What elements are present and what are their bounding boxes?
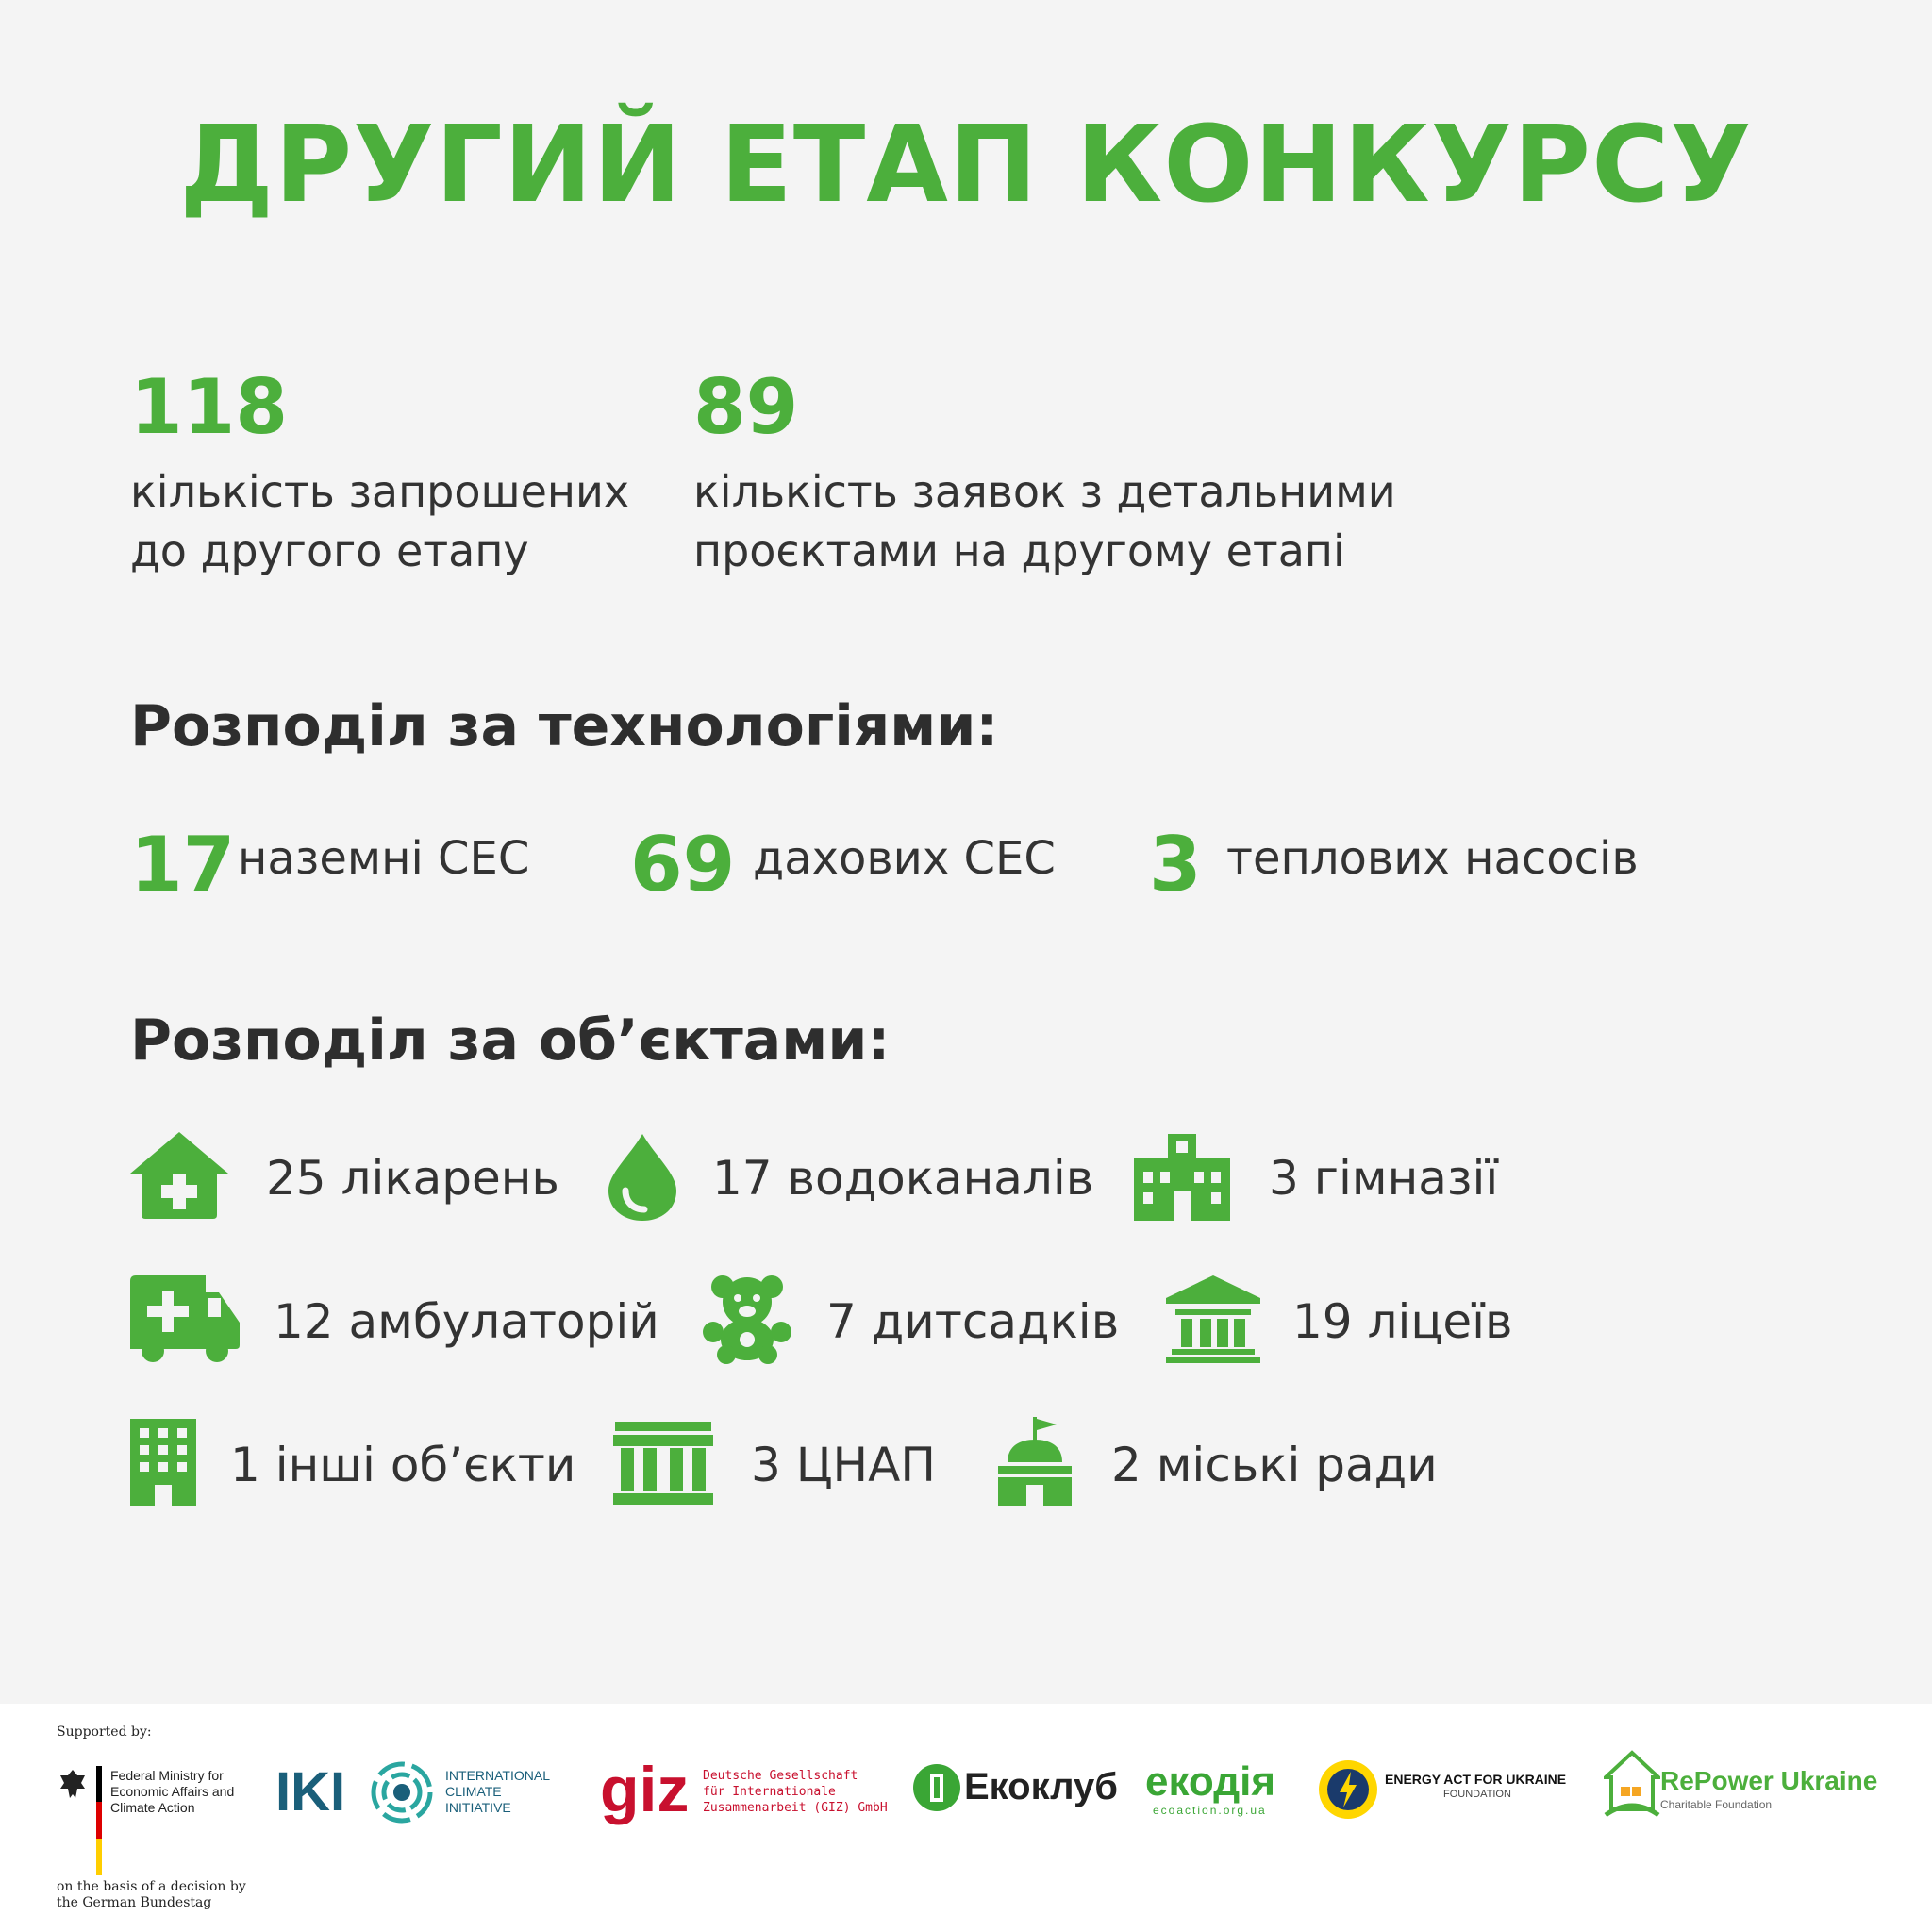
page-title: ДРУГИЙ ЕТАП КОНКУРСУ: [179, 104, 1753, 226]
object-kindergartens-label: 7 дитсадків: [826, 1294, 1120, 1349]
giz-logo: giz: [600, 1754, 690, 1825]
building-icon: [128, 1417, 198, 1507]
repower-house-icon: [1604, 1749, 1660, 1821]
ekodia-url: ecoaction.org.ua: [1153, 1804, 1267, 1817]
bundestag-basis-text: on the basis of a decision by the German Bundestag: [57, 1879, 246, 1910]
sun-lightning-icon: [1317, 1758, 1379, 1821]
invited-description-line2: до другого етапу: [130, 525, 529, 576]
teddy-bear-icon: [702, 1274, 792, 1364]
giz-text-line3: Zusammenarbeit (GIZ) GmbH: [703, 1801, 888, 1815]
ekodia-logo: екодія: [1145, 1758, 1276, 1805]
tech-roof-ses-count: 69: [630, 821, 736, 908]
eafu-logo: ENERGY ACT FOR UKRAINE: [1385, 1772, 1567, 1787]
city-hall-icon: [994, 1415, 1075, 1507]
iki-circle-icon: [370, 1760, 434, 1824]
iki-text-line2: CLIMATE: [445, 1784, 502, 1799]
object-gymnasiums-label: 3 гімназії: [1269, 1151, 1499, 1206]
invited-description: [130, 462, 629, 581]
german-flag-bar: [96, 1766, 102, 1875]
institution-icon: [1164, 1274, 1262, 1364]
invited-count: 118: [130, 363, 288, 451]
ekoklub-logo-icon: [911, 1762, 962, 1813]
german-eagle-icon: [58, 1768, 87, 1802]
hospital-icon: [128, 1130, 230, 1221]
object-lyceums-label: 19 ліцеїв: [1292, 1294, 1513, 1349]
school-icon: [1132, 1132, 1232, 1223]
iki-logo: IKI: [275, 1761, 346, 1823]
applications-description: [693, 462, 1396, 581]
giz-text-line2: für Internationale: [703, 1785, 836, 1799]
tech-heat-pump-label: теплових насосів: [1226, 832, 1639, 885]
iki-text: [445, 1768, 550, 1816]
tech-roof-ses-label: дахових СЕС: [753, 832, 1056, 885]
objects-heading: Розподіл за об’єктами:: [130, 1008, 891, 1074]
giz-text: [703, 1768, 888, 1816]
repower-logo: RePower Ukraine: [1660, 1766, 1878, 1795]
applications-description-line1: кількість заявок з детальними: [693, 466, 1396, 517]
invited-description-line1: кількість запрошених: [130, 466, 630, 517]
ekoklub-logo: Екоклуб: [964, 1766, 1118, 1807]
tech-ground-ses-label: наземні СЕС: [238, 832, 530, 885]
giz-text-line1: Deutsche Gesellschaft: [703, 1769, 858, 1783]
object-city-councils-label: 2 міські ради: [1111, 1438, 1438, 1492]
object-other-label: 1 інші об’єкти: [230, 1438, 576, 1492]
applications-count: 89: [693, 363, 799, 451]
tech-ground-ses-count: 17: [130, 821, 236, 908]
applications-description-line2: проєктами на другому етапі: [693, 525, 1345, 576]
object-cnap-label: 3 ЦНАП: [751, 1438, 936, 1492]
iki-text-line1: INTERNATIONAL: [445, 1768, 550, 1783]
tech-heat-pump-count: 3: [1149, 821, 1202, 908]
ambulance-icon: [128, 1274, 242, 1364]
tech-heading: Розподіл за технологіями:: [130, 693, 999, 759]
supported-by-label: Supported by:: [57, 1724, 152, 1740]
repower-foundation: Charitable Foundation: [1660, 1798, 1773, 1811]
iki-text-line3: INITIATIVE: [445, 1800, 511, 1815]
object-waterworks-label: 17 водоканалів: [712, 1151, 1094, 1206]
water-drop-icon: [607, 1132, 678, 1223]
bmwk-logo-text: Federal Ministry for Economic Affairs and Climate Action: [110, 1768, 235, 1815]
object-ambulatories-label: 12 амбулаторій: [274, 1294, 659, 1349]
sponsors-footer: [0, 1704, 1932, 1932]
eafu-foundation: FOUNDATION: [1443, 1789, 1511, 1800]
object-hospitals-label: 25 лікарень: [266, 1151, 559, 1206]
columns-icon: [611, 1420, 715, 1507]
